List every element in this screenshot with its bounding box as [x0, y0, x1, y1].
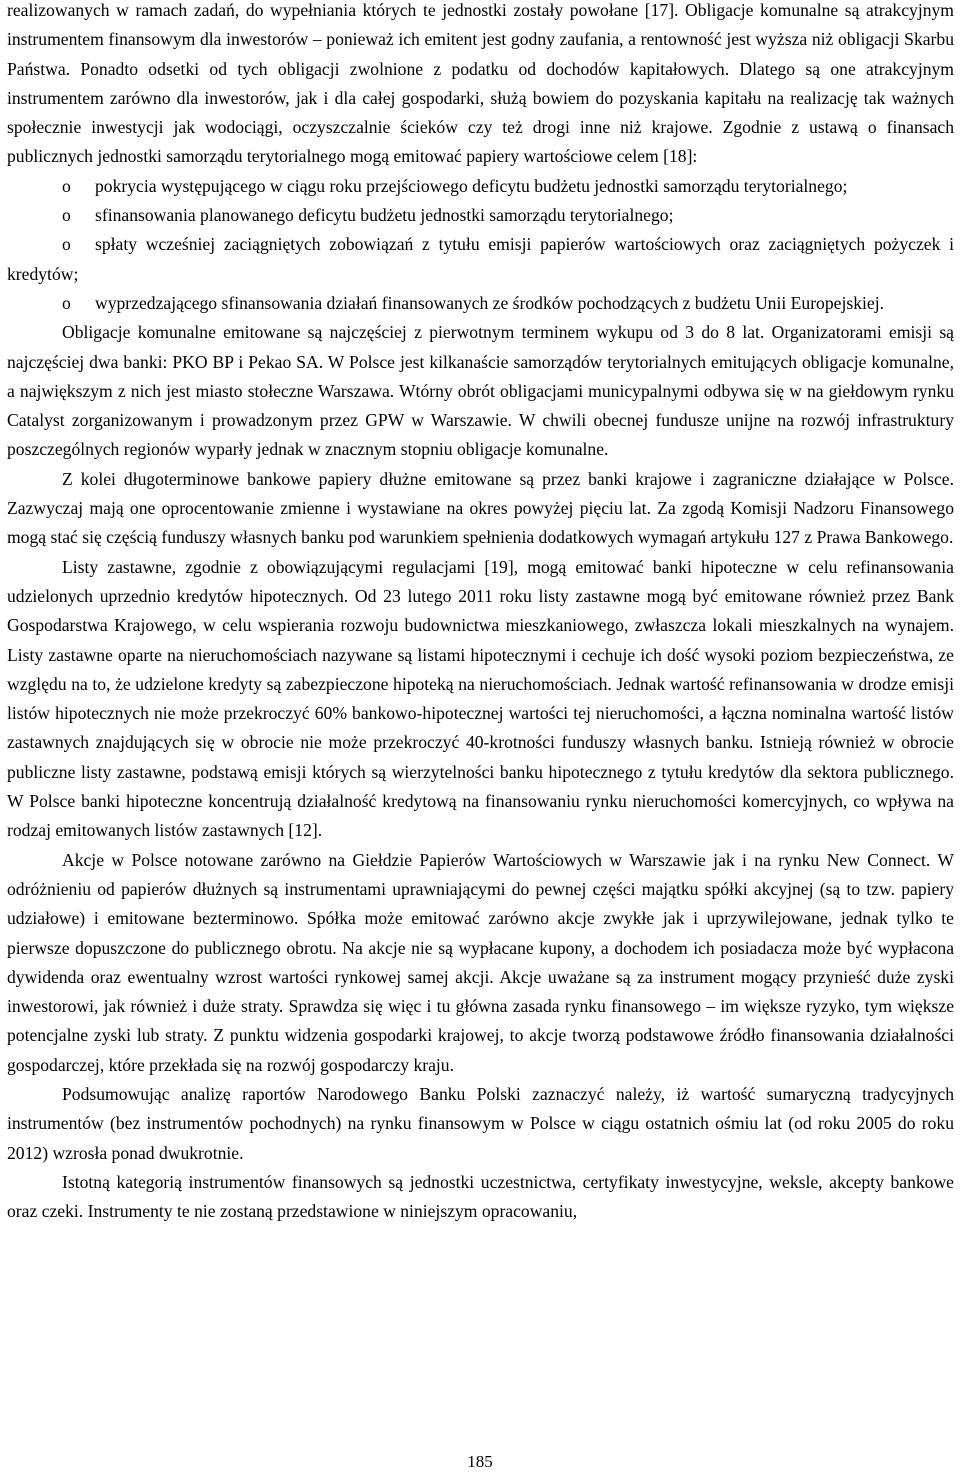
bullet-mark: o — [62, 292, 71, 313]
page-number: 185 — [467, 1452, 493, 1471]
bullet-item — [7, 289, 954, 318]
bullet-item — [7, 172, 954, 201]
bullet-text: sfinansowania planowanego deficytu budżetu jednostki samorządu terytorialnego; — [95, 205, 674, 226]
bullet-text: pokrycia występującego w ciągu roku przejściowego deficytu budżetu jednostki samorządu terytorialnego; — [95, 175, 848, 196]
bullet-mark: o — [62, 205, 71, 226]
bullet-mark: o — [62, 175, 71, 196]
bullet-mark: o — [62, 234, 71, 255]
bullet-item — [7, 230, 954, 289]
paragraph-municipal-bonds-market: Obligacje komunalne emitowane są najczęściej z pierwotnym terminem wykupu od 3 do 8 lat. Organizatorami emisji są najczęściej dwa banki: PKO BP i Pekao SA. W Polsce jest kilkanaście samorządów terytorialnych emitujących obligacje komunalne, a największym z nich jest miasto stołeczne Warszawa. Wtórny obrót obligacjami municypalnymi odbywa się w na giełdowym rynku Catalyst zorganizowanym i prowadzonym przez GPW w Warszawie. W chwili obecnej fundusze unijne na rozwój infrastruktury poszczególnych regionów wyparły jednak w znacznym stopniu obligacje komunalne. — [7, 322, 954, 460]
paragraph-other-instruments: Istotną kategorią instrumentów finansowych są jednostki uczestnictwa, certyfikaty inwestycyjne, weksle, akcepty bankowe oraz czeki. Instrumenty te nie zostaną przedstawione w niniejszym opracowaniu, — [7, 1171, 954, 1222]
bullet-list — [7, 172, 954, 318]
bullet-item — [7, 201, 954, 230]
paragraph-bank-debt-securities: Z kolei długoterminowe bankowe papiery dłużne emitowane są przez banki krajowe i zagraniczne działające w Polsce. Zazwyczaj mają one oprocentowanie zmienne i wystawiane na okres powyżej pięciu lat. Za zgodą Komisji Nadzoru Finansowego mogą stać się częścią funduszy własnych banku pod warunkiem spełnienia dodatkowych wymagań artykułu 127 z Prawa Bankowego. — [7, 468, 954, 548]
document-page — [7, 0, 954, 1226]
paragraph-summary: Podsumowując analizę raportów Narodowego Banku Polski zaznaczyć należy, iż wartość sumaryczną tradycyjnych instrumentów (bez instrumentów pochodnych) na rynku finansowym w Polsce w ciągu ostatnich ośmiu lat (od roku 2005 do roku 2012) wzrosła ponad dwukrotnie. — [7, 1083, 954, 1163]
bullet-text: wyprzedzającego sfinansowania działań finansowanych ze środków pochodzących z budżetu Unii Europejskiej. — [95, 292, 884, 313]
bullet-text: spłaty wcześniej zaciągniętych zobowiązań z tytułu emisji papierów wartościowych oraz zaciągniętych pożyczek i kredytów; — [7, 234, 954, 284]
paragraph-mortgage-bonds: Listy zastawne, zgodnie z obowiązującymi regulacjami [19], mogą emitować banki hipoteczne w celu refinansowania udzielonych uprzednio kredytów hipotecznych. Od 23 lutego 2011 roku listy zastawne mogą być emitowane również przez Bank Gospodarstwa Krajowego, w celu wspierania rozwoju budownictwa mieszkaniowego, zwłaszcza lokali mieszkalnych na wynajem. Listy zastawne oparte na nieruchomościach nazywane są listami hipotecznymi i cechuje ich dość wysoki poziom bezpieczeństwa, ze względu na to, że udzielone kredyty są zabezpieczone hipoteką na nieruchomościach. Jednak wartość refinansowania w drodze emisji listów hipotecznych nie może przekroczyć 60% bankowo-hipotecznej wartości tej nieruchomości, a łączna nominalna wartość listów zastawnych znajdujących się w obrocie nie może przekroczyć 40-krotności funduszy własnych banku. Istnieją również w obrocie publiczne listy zastawne, podstawą emisji których są wierzytelności banku hipotecznego z tytułu kredytów dla sektora publicznego. W Polsce banki hipoteczne koncentrują działalność kredytową na finansowaniu rynku nieruchomości komercyjnych, co wpływa na rodzaj emitowanych listów zastawnych [12]. — [7, 556, 954, 841]
paragraph-shares: Akcje w Polsce notowane zarówno na Giełdzie Papierów Wartościowych w Warszawie jak i na rynku New Connect. W odróżnieniu od papierów dłużnych są instrumentami uprawniającymi do pewnej części majątku spółki akcyjnej (są to tzw. papiery udziałowe) i emitowane bezterminowo. Spółka może emitować zarówno akcje zwykłe jak i uprzywilejowane, jednak tylko te pierwsze dopuszczone do publicznego obrotu. Na akcje nie są wypłacane kupony, a dochodem ich posiadacza może być wypłacona dywidenda oraz ewentualny wzrost wartości rynkowej samej akcji. Akcje uważane są za instrument mogący przynieść duże zyski inwestorowi, jak również i duże straty. Sprawdza się więc i tu główna zasada rynku finansowego – im większe ryzyko, tym większe potencjalne zyski lub straty. Z punktu widzenia gospodarki krajowej, to akcje tworzą podstawowe źródło finansowania działalności gospodarczej, które przekłada się na rozwój gospodarczy kraju. — [7, 849, 954, 1075]
paragraph-municipal-bonds-intro: realizowanych w ramach zadań, do wypełniania których te jednostki zostały powołane [17]. Obligacje komunalne są atrakcyjnym instrumentem finansowym dla inwestorów – ponieważ ich emitent jest godny zaufania, a rentowność jest wyższa niż obligacji Skarbu Państwa. Ponadto odsetki od tych obligacji zwolnione z podatku od dochodów kapitałowych. Dlatego są one atrakcyjnym instrumentem zarówno dla inwestorów, jak i dla całej gospodarki, służą bowiem do pozyskania kapitału na realizację tak ważnych społecznie inwestycji jak wodociągi, oczyszczalnie ścieków czy też drogi inne niż krajowe. Zgodnie z ustawą o finansach publicznych jednostki samorządu terytorialnego mogą emitować papiery wartościowe celem [18]: — [7, 0, 954, 167]
